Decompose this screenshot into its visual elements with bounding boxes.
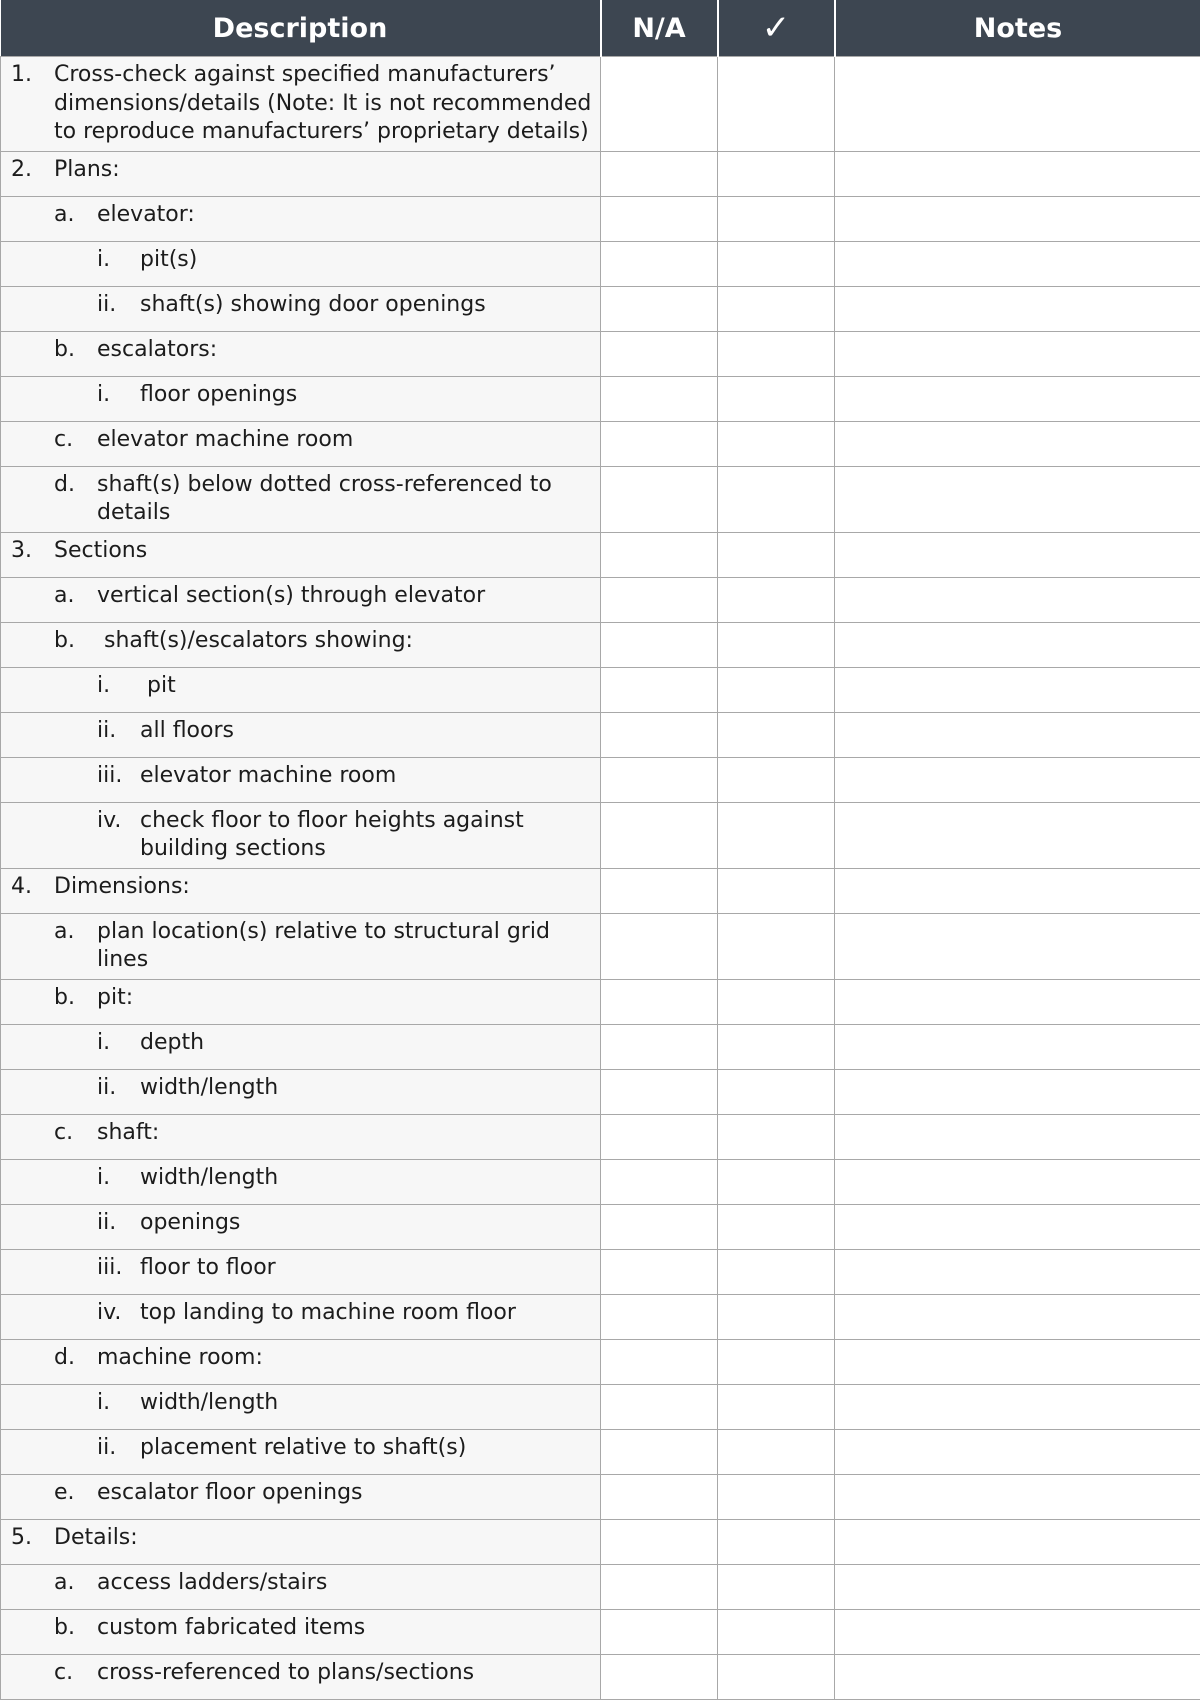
- check-cell[interactable]: [718, 1429, 835, 1474]
- table-row: [1, 241, 1200, 286]
- checkmark-icon: ✓: [762, 8, 791, 48]
- na-cell[interactable]: [601, 421, 718, 466]
- list-marker: iii.: [1, 1254, 140, 1283]
- list-item: [1, 156, 594, 185]
- list-marker: i.: [1, 672, 140, 701]
- notes-cell[interactable]: [835, 421, 1200, 466]
- na-cell[interactable]: [601, 667, 718, 712]
- description-cell: [1, 376, 601, 421]
- na-cell[interactable]: [601, 286, 718, 331]
- table-row: [1, 331, 1200, 376]
- item-text: escalators:: [97, 336, 594, 365]
- description-cell: [1, 1249, 601, 1294]
- table-row: [1, 1249, 1200, 1294]
- table-row: [1, 1159, 1200, 1204]
- item-text: width/length: [140, 1074, 594, 1103]
- notes-cell[interactable]: [835, 1384, 1200, 1429]
- list-item: [1, 807, 594, 864]
- notes-cell[interactable]: [835, 1069, 1200, 1114]
- list-item: [1, 426, 594, 455]
- item-text: vertical section(s) through elevator: [97, 582, 594, 611]
- description-cell: [1, 1654, 601, 1699]
- description-cell: [1, 622, 601, 667]
- na-cell[interactable]: [601, 757, 718, 802]
- na-cell[interactable]: [601, 622, 718, 667]
- check-cell[interactable]: [718, 151, 835, 196]
- list-marker: c.: [1, 1119, 97, 1148]
- description-cell: [1, 1474, 601, 1519]
- notes-cell[interactable]: [835, 1294, 1200, 1339]
- check-cell[interactable]: [718, 1069, 835, 1114]
- check-cell[interactable]: [718, 241, 835, 286]
- list-marker: a.: [1, 582, 97, 611]
- table-row: [1, 1609, 1200, 1654]
- check-cell[interactable]: [718, 421, 835, 466]
- notes-cell[interactable]: [835, 913, 1200, 979]
- table-header: [1, 0, 1200, 57]
- description-cell: [1, 1204, 601, 1249]
- description-cell: [1, 466, 601, 532]
- notes-cell[interactable]: [835, 466, 1200, 532]
- description-cell: [1, 802, 601, 868]
- na-cell[interactable]: [601, 331, 718, 376]
- check-cell[interactable]: [718, 1024, 835, 1069]
- check-cell[interactable]: [718, 1339, 835, 1384]
- na-cell[interactable]: [601, 376, 718, 421]
- table-row: [1, 196, 1200, 241]
- table-row: [1, 1654, 1200, 1699]
- table-row: [1, 712, 1200, 757]
- na-cell[interactable]: [601, 1069, 718, 1114]
- list-marker: c.: [1, 426, 97, 455]
- list-marker: 5.: [1, 1524, 54, 1553]
- table-row: [1, 868, 1200, 913]
- list-item: [1, 873, 594, 902]
- notes-cell[interactable]: [835, 802, 1200, 868]
- description-cell: [1, 577, 601, 622]
- notes-cell[interactable]: [835, 1204, 1200, 1249]
- check-cell[interactable]: [718, 802, 835, 868]
- header-notes: Notes: [835, 0, 1200, 57]
- list-item: [1, 1119, 594, 1148]
- list-marker: ii.: [1, 1209, 140, 1238]
- description-cell: [1, 1384, 601, 1429]
- na-cell[interactable]: [601, 1609, 718, 1654]
- list-marker: iv.: [1, 807, 140, 864]
- list-item: [1, 537, 594, 566]
- check-cell[interactable]: [718, 331, 835, 376]
- list-marker: b.: [1, 1614, 97, 1643]
- table-row: [1, 1204, 1200, 1249]
- list-item: [1, 1029, 594, 1058]
- table-row: [1, 1519, 1200, 1564]
- notes-cell[interactable]: [835, 286, 1200, 331]
- check-cell[interactable]: [718, 1519, 835, 1564]
- na-cell[interactable]: [601, 1519, 718, 1564]
- check-cell[interactable]: [718, 712, 835, 757]
- notes-cell[interactable]: [835, 1159, 1200, 1204]
- notes-cell[interactable]: [835, 376, 1200, 421]
- na-cell[interactable]: [601, 1429, 718, 1474]
- list-marker: i.: [1, 246, 140, 275]
- check-cell[interactable]: [718, 1654, 835, 1699]
- check-cell[interactable]: [718, 667, 835, 712]
- na-cell[interactable]: [601, 1024, 718, 1069]
- notes-cell[interactable]: [835, 1024, 1200, 1069]
- list-marker: ii.: [1, 717, 140, 746]
- list-marker: i.: [1, 1164, 140, 1193]
- item-text: depth: [140, 1029, 594, 1058]
- table-row: [1, 757, 1200, 802]
- check-cell[interactable]: [718, 376, 835, 421]
- notes-cell[interactable]: [835, 667, 1200, 712]
- notes-cell[interactable]: [835, 1564, 1200, 1609]
- item-text: pit: [140, 672, 594, 701]
- table-row: [1, 622, 1200, 667]
- list-item: [1, 582, 594, 611]
- description-cell: [1, 151, 601, 196]
- header-row: [1, 0, 1200, 57]
- item-text: machine room:: [97, 1344, 594, 1373]
- description-cell: [1, 979, 601, 1024]
- na-cell[interactable]: [601, 1474, 718, 1519]
- notes-cell[interactable]: [835, 1474, 1200, 1519]
- check-cell[interactable]: [718, 196, 835, 241]
- item-text: access ladders/stairs: [97, 1569, 594, 1598]
- list-marker: i.: [1, 1029, 140, 1058]
- table-row: [1, 802, 1200, 868]
- item-text: floor openings: [140, 381, 594, 410]
- item-text: placement relative to shaft(s): [140, 1434, 594, 1463]
- check-cell[interactable]: [718, 1564, 835, 1609]
- list-item: [1, 1479, 594, 1508]
- description-cell: [1, 1024, 601, 1069]
- list-item: [1, 1299, 594, 1328]
- list-item: [1, 672, 594, 701]
- description-cell: [1, 196, 601, 241]
- item-text: Sections: [54, 537, 594, 566]
- description-cell: [1, 667, 601, 712]
- check-cell[interactable]: [718, 1609, 835, 1654]
- item-text: width/length: [140, 1164, 594, 1193]
- list-item: [1, 1524, 594, 1553]
- description-cell: [1, 331, 601, 376]
- list-item: [1, 1164, 594, 1193]
- notes-cell[interactable]: [835, 57, 1200, 152]
- na-cell[interactable]: [601, 868, 718, 913]
- item-text: elevator machine room: [97, 426, 594, 455]
- item-text: Cross-check against specified manufacturers’ dimensions/details (Note: It is not recommended to reproduce manufacturers’ proprietary details): [54, 61, 594, 147]
- na-cell[interactable]: [601, 1114, 718, 1159]
- table-row: [1, 532, 1200, 577]
- check-cell[interactable]: [718, 1474, 835, 1519]
- item-text: all floors: [140, 717, 594, 746]
- na-cell[interactable]: [601, 712, 718, 757]
- description-cell: [1, 1159, 601, 1204]
- item-text: elevator:: [97, 201, 594, 230]
- description-cell: [1, 868, 601, 913]
- description-cell: [1, 1114, 601, 1159]
- table-row: [1, 1114, 1200, 1159]
- table-row: [1, 286, 1200, 331]
- table-row: [1, 1564, 1200, 1609]
- notes-cell[interactable]: [835, 1249, 1200, 1294]
- na-cell[interactable]: [601, 151, 718, 196]
- check-cell[interactable]: [718, 622, 835, 667]
- table-row: [1, 57, 1200, 152]
- na-cell[interactable]: [601, 241, 718, 286]
- na-cell[interactable]: [601, 1249, 718, 1294]
- list-item: [1, 246, 594, 275]
- description-cell: [1, 532, 601, 577]
- list-item: [1, 1074, 594, 1103]
- description-cell: [1, 57, 601, 152]
- list-marker: b.: [1, 627, 97, 656]
- list-marker: a.: [1, 201, 97, 230]
- notes-cell[interactable]: [835, 151, 1200, 196]
- item-text: shaft:: [97, 1119, 594, 1148]
- list-marker: iv.: [1, 1299, 140, 1328]
- table-row: [1, 979, 1200, 1024]
- table-row: [1, 1294, 1200, 1339]
- list-marker: iii.: [1, 762, 140, 791]
- list-marker: b.: [1, 984, 97, 1013]
- item-text: Dimensions:: [54, 873, 594, 902]
- list-marker: c.: [1, 1659, 97, 1688]
- description-cell: [1, 1519, 601, 1564]
- list-item: [1, 61, 594, 147]
- item-text: plan location(s) relative to structural grid lines: [97, 918, 594, 975]
- list-item: [1, 984, 594, 1013]
- table-row: [1, 1384, 1200, 1429]
- table-row: [1, 1024, 1200, 1069]
- notes-cell[interactable]: [835, 712, 1200, 757]
- list-item: [1, 762, 594, 791]
- check-cell[interactable]: [718, 1159, 835, 1204]
- check-cell[interactable]: [718, 1384, 835, 1429]
- item-text: check floor to floor heights against building sections: [140, 807, 594, 864]
- list-item: [1, 717, 594, 746]
- list-marker: d.: [1, 1344, 97, 1373]
- list-item: [1, 336, 594, 365]
- item-text: shaft(s) showing door openings: [140, 291, 594, 320]
- na-cell[interactable]: [601, 1564, 718, 1609]
- list-marker: 3.: [1, 537, 54, 566]
- na-cell[interactable]: [601, 196, 718, 241]
- list-item: [1, 291, 594, 320]
- description-cell: [1, 1339, 601, 1384]
- header-description: Description: [1, 0, 601, 57]
- na-cell[interactable]: [601, 979, 718, 1024]
- check-cell[interactable]: [718, 757, 835, 802]
- item-text: openings: [140, 1209, 594, 1238]
- table-row: [1, 421, 1200, 466]
- list-marker: 4.: [1, 873, 54, 902]
- list-item: [1, 1254, 594, 1283]
- check-cell[interactable]: [718, 979, 835, 1024]
- list-marker: 1.: [1, 61, 54, 147]
- table-row: [1, 376, 1200, 421]
- check-cell[interactable]: [718, 1249, 835, 1294]
- check-cell[interactable]: [718, 466, 835, 532]
- item-text: Plans:: [54, 156, 594, 185]
- table-row: [1, 151, 1200, 196]
- notes-cell[interactable]: [835, 979, 1200, 1024]
- notes-cell[interactable]: [835, 196, 1200, 241]
- list-item: [1, 1659, 594, 1688]
- list-marker: b.: [1, 336, 97, 365]
- check-cell[interactable]: [718, 1204, 835, 1249]
- notes-cell[interactable]: [835, 1654, 1200, 1699]
- table-row: [1, 577, 1200, 622]
- notes-cell[interactable]: [835, 331, 1200, 376]
- na-cell[interactable]: [601, 802, 718, 868]
- table-body: [1, 57, 1200, 1700]
- list-marker: i.: [1, 381, 140, 410]
- na-cell[interactable]: [601, 57, 718, 152]
- list-marker: ii.: [1, 1434, 140, 1463]
- na-cell[interactable]: [601, 466, 718, 532]
- description-cell: [1, 1564, 601, 1609]
- item-text: top landing to machine room floor: [140, 1299, 594, 1328]
- item-text: custom fabricated items: [97, 1614, 594, 1643]
- header-check: [718, 0, 835, 57]
- item-text: width/length: [140, 1389, 594, 1418]
- description-cell: [1, 712, 601, 757]
- na-cell[interactable]: [601, 1204, 718, 1249]
- na-cell[interactable]: [601, 532, 718, 577]
- table-row: [1, 1069, 1200, 1114]
- list-item: [1, 627, 594, 656]
- check-cell[interactable]: [718, 57, 835, 152]
- notes-cell[interactable]: [835, 1519, 1200, 1564]
- check-cell[interactable]: [718, 1114, 835, 1159]
- list-item: [1, 201, 594, 230]
- notes-cell[interactable]: [835, 577, 1200, 622]
- header-na: N/A: [601, 0, 718, 57]
- description-cell: [1, 1609, 601, 1654]
- item-text: Details:: [54, 1524, 594, 1553]
- list-marker: ii.: [1, 291, 140, 320]
- description-cell: [1, 241, 601, 286]
- notes-cell[interactable]: [835, 868, 1200, 913]
- item-text: pit:: [97, 984, 594, 1013]
- notes-cell[interactable]: [835, 1114, 1200, 1159]
- list-marker: d.: [1, 471, 97, 528]
- description-cell: [1, 286, 601, 331]
- description-cell: [1, 1429, 601, 1474]
- notes-cell[interactable]: [835, 757, 1200, 802]
- na-cell[interactable]: [601, 577, 718, 622]
- na-cell[interactable]: [601, 913, 718, 979]
- list-marker: 2.: [1, 156, 54, 185]
- list-marker: a.: [1, 918, 97, 975]
- list-marker: a.: [1, 1569, 97, 1598]
- description-cell: [1, 1294, 601, 1339]
- table-row: [1, 466, 1200, 532]
- item-text: elevator machine room: [140, 762, 594, 791]
- item-text: pit(s): [140, 246, 594, 275]
- notes-cell[interactable]: [835, 1609, 1200, 1654]
- list-item: [1, 1209, 594, 1238]
- notes-cell[interactable]: [835, 241, 1200, 286]
- list-item: [1, 1389, 594, 1418]
- list-item: [1, 1614, 594, 1643]
- check-cell[interactable]: [718, 286, 835, 331]
- list-item: [1, 1434, 594, 1463]
- item-text: escalator floor openings: [97, 1479, 594, 1508]
- description-cell: [1, 421, 601, 466]
- notes-cell[interactable]: [835, 1429, 1200, 1474]
- list-marker: ii.: [1, 1074, 140, 1103]
- na-cell[interactable]: [601, 1654, 718, 1699]
- list-item: [1, 918, 594, 975]
- na-cell[interactable]: [601, 1384, 718, 1429]
- item-text: cross-referenced to plans/sections: [97, 1659, 594, 1688]
- list-item: [1, 1569, 594, 1598]
- na-cell[interactable]: [601, 1294, 718, 1339]
- table-row: [1, 1474, 1200, 1519]
- notes-cell[interactable]: [835, 1339, 1200, 1384]
- item-text: shaft(s)/escalators showing:: [97, 627, 594, 656]
- item-text: shaft(s) below dotted cross-referenced to details: [97, 471, 594, 528]
- table-row: [1, 1429, 1200, 1474]
- table-row: [1, 913, 1200, 979]
- notes-cell[interactable]: [835, 622, 1200, 667]
- check-cell[interactable]: [718, 913, 835, 979]
- description-cell: [1, 913, 601, 979]
- list-marker: e.: [1, 1479, 97, 1508]
- list-item: [1, 1344, 594, 1373]
- list-item: [1, 471, 594, 528]
- list-item: [1, 381, 594, 410]
- table-row: [1, 1339, 1200, 1384]
- na-cell[interactable]: [601, 1339, 718, 1384]
- check-cell[interactable]: [718, 532, 835, 577]
- list-marker: i.: [1, 1389, 140, 1418]
- check-cell[interactable]: [718, 868, 835, 913]
- check-cell[interactable]: [718, 1294, 835, 1339]
- description-cell: [1, 757, 601, 802]
- item-text: floor to floor: [140, 1254, 594, 1283]
- description-cell: [1, 1069, 601, 1114]
- na-cell[interactable]: [601, 1159, 718, 1204]
- notes-cell[interactable]: [835, 532, 1200, 577]
- check-cell[interactable]: [718, 577, 835, 622]
- table-row: [1, 667, 1200, 712]
